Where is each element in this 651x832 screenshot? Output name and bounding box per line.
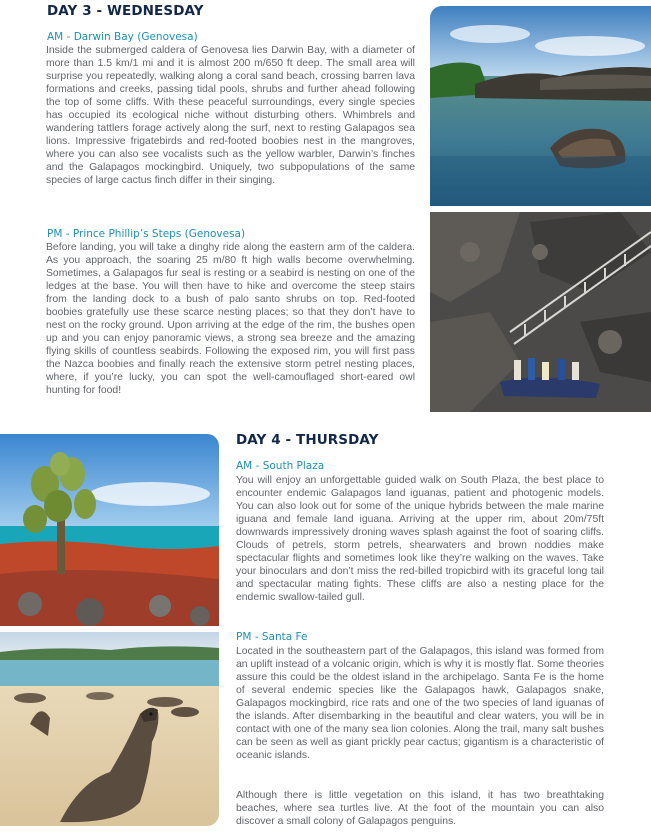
day4-pm-text-2: Although there is little vegetation on this island, it has two breathtaking beaches, where sea turtles live. At the foot of the mountain you can also discover a small colony of Galapagos penguins. [236,790,604,827]
day4-pm-text: Located in the southeastern part of the Galapagos, this island was formed from an uplift instead of a volcanic origin, which is why it is mostly flat. Some theories assure this could be the oldest island in the archipelago. Santa Fe is the home of several endemic species like the Galapagos hawk, Galapagos snake, Galapagos mockingbird, rice rats and one of the two species of land iguanas of the islands. After disembarking in the beautiful and clear waters, you will be in contact with one of the many sea lion colonies. Along the trail, many salt bushes can be seen as well as giant prickly pear cactus; gigantism is a characteristic of oceanic islands. [236,646,604,761]
day3-title: DAY 3 - WEDNESDAY [47,3,204,19]
day3-am-heading: AM - Darwin Bay (Genovesa) [47,31,198,43]
day4-pm-heading: PM - Santa Fe [236,631,308,643]
day3-pm-text: Before landing, you will take a dinghy ride along the eastern arm of the caldera. As you approach, the soaring 25 m/80 ft high walls become overwhelming. Sometimes, a Galapagos fur seal is resting or a seabird is nesting on one of the ledges at the base. You will then have to hike and overcome the steep stairs from the landing dock to a bush of palo santo shrubs on top. Red-footed boobies gratefully use these scarce nesting places; so that they don’t have to nest on the rocky ground. Upon arriving at the edge of the rim, the bushes open up and you can enjoy panoramic views, a strong sea breeze and the amazing flying skills of countless seabirds. Following the exposed rim, you will first pass the Nazca boobies and finally reach the extensive storm petrel nesting places, where, if you’re lucky, you can spot the well-camouflaged short-eared owl hunting for food! [46,242,415,396]
day3-am-text: Inside the submerged caldera of Genovesa lies Darwin Bay, with a diameter of more than 1.5 km/1 mi and it is almost 200 m/650 ft deep. The small area will surprise you repeatedly, walking along a coral sand beach, crossing barren lava formations and creeks, passing tidal pools, shrubs and further ahead following the top of some cliffs. With these peaceful surroundings, every single species has occupied its ecological niche without disturbing others. Whimbrels and wandering tattlers forage actively along the surf, next to resting Galapagos sea lions. Impressive frigatebirds and red-footed boobies nest in the mangroves, where you can also see vocalists such as the yellow warbler, Darwin’s finches and the Galapagos mockingbird. Uniquely, two subpopulations of the same species of large cactus finch differ in their singing. [46,45,415,186]
day4-title: DAY 4 - THURSDAY [236,432,379,448]
south-plaza-photo [0,434,219,626]
day4-am-text: You will enjoy an unforgettable guided walk on South Plaza, the best place to encounter endemic Galapagos land iguanas, patient and photogenic models. You can also look out for some of the unique hybrids between the male marine iguana and female land iguana. Arriving at the upper rim, about 20m/75ft downwards impressively droning waves splash against the foot of soaring cliffs. Clouds of petrels, storm petrels, shearwaters and brown noddies make spectacular flights and sometimes look like they’re walking on the waves. Take your binoculars and don’t miss the red-billed tropicbird with its graceful long tail and spectacular mating fights. These cliffs are also a nesting place for the endemic swallow-tailed gull. [236,475,604,603]
darwin-bay-photo [430,6,651,206]
santa-fe-photo [0,632,219,826]
prince-phillips-steps-photo [430,212,651,412]
day3-pm-heading: PM - Prince Phillip’s Steps (Genovesa) [47,228,246,240]
day4-am-heading: AM - South Plaza [236,460,325,472]
